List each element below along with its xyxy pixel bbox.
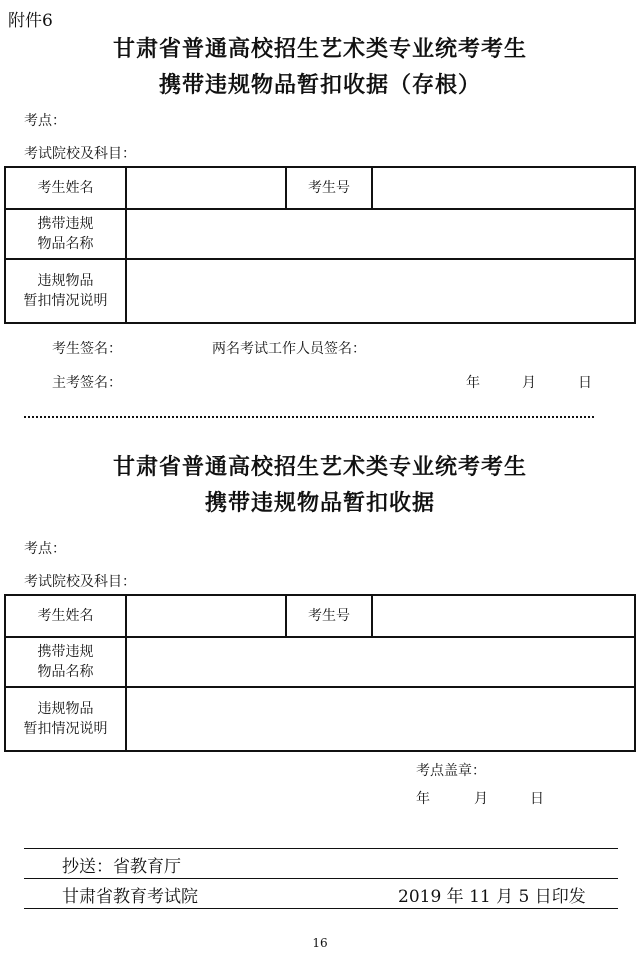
stub-item-name-label-2: 物品名称 [37,236,94,252]
receipt-item-name-cell[interactable] [126,637,635,687]
issue-date: 2019 年 11 月 5 日印发 [398,887,586,907]
stub-title-line1: 甘肃省普通高校招生艺术类专业统考考生 [112,36,527,62]
stub-detain-cell[interactable] [126,259,635,323]
receipt-detain-label-2: 暂扣情况说明 [23,721,108,737]
receipt-form-table [4,594,636,752]
examinee-sign-label: 考生签名： [52,341,122,357]
stub-exam-site-label: 考点： [24,113,66,129]
receipt-detain-label-1: 违规物品 [37,701,94,717]
receipt-number-header: 考生号 [286,595,372,637]
receipt-number-cell[interactable] [372,595,635,637]
stub-item-name-cell[interactable] [126,209,635,259]
staff-sign-label: 两名考试工作人员签名： [212,341,366,357]
receipt-date-year: 年 [416,791,430,807]
stub-number-header: 考生号 [286,167,372,209]
seal-label: 考点盖章： [416,763,486,779]
stub-date-month: 月 [522,375,536,391]
stub-detain-label-2: 暂扣情况说明 [23,293,108,309]
receipt-detain-header [5,687,126,751]
receipt-exam-site-label: 考点： [24,541,66,557]
receipt-name-header: 考生姓名 [5,595,126,637]
footer-rule-top [24,848,618,849]
cc-line: 抄送：省教育厅 [62,857,181,877]
receipt-detain-cell[interactable] [126,687,635,751]
page-number: 16 [312,936,328,950]
stub-date-year: 年 [466,375,480,391]
receipt-date-day: 日 [530,791,544,807]
receipt-title-line1: 甘肃省普通高校招生艺术类专业统考考生 [112,454,527,480]
cut-line [24,416,594,418]
stub-title-line2: 携带违规物品暂扣收据（存根） [158,72,481,98]
stub-item-name-header [5,209,126,259]
receipt-name-cell[interactable] [126,595,286,637]
footer-rule-bottom [24,908,618,909]
receipt-item-name-label-1: 携带违规 [37,644,94,660]
receipt-date-month: 月 [474,791,488,807]
stub-name-cell[interactable] [126,167,286,209]
chief-sign-label: 主考签名： [52,375,122,391]
footer-rule-middle [24,878,618,879]
stub-detain-header [5,259,126,323]
stub-exam-school-subject-label: 考试院校及科目： [24,146,136,162]
stub-date-day: 日 [578,375,592,391]
attachment-label: 附件6 [8,11,53,31]
receipt-title-line2: 携带违规物品暂扣收据 [204,490,435,516]
receipt-exam-school-subject-label: 考试院校及科目： [24,574,136,590]
stub-name-header: 考生姓名 [5,167,126,209]
stub-item-name-label-1: 携带违规 [37,216,94,232]
stub-detain-label-1: 违规物品 [37,273,94,289]
stub-number-cell[interactable] [372,167,635,209]
stub-form-table [4,166,636,324]
receipt-item-name-label-2: 物品名称 [37,664,94,680]
receipt-item-name-header [5,637,126,687]
issuer: 甘肃省教育考试院 [62,887,198,907]
